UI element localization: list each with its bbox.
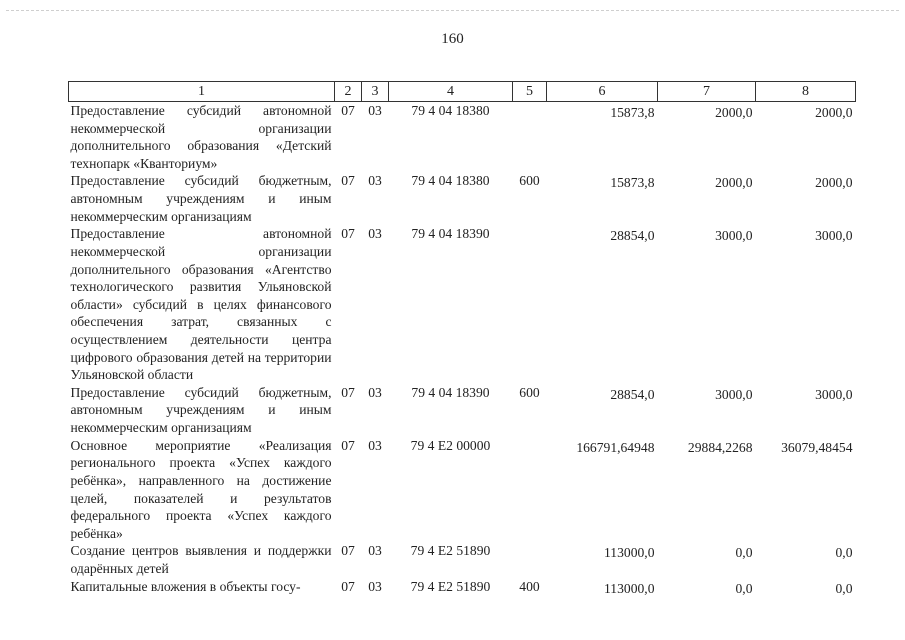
amount-year-1: 166791,64948: [576, 439, 655, 455]
header-col-5: 5: [513, 82, 547, 102]
item-name: Капитальные вложения в объекты госу-: [70, 579, 301, 595]
amount-year-2: 3000,0: [715, 386, 753, 402]
section-code: 07: [341, 173, 355, 189]
item-name: Создание центров выявления и поддержки одарённых детей: [70, 543, 332, 576]
target-code: 79 4 04 18390: [411, 226, 490, 242]
expense-type-code: [513, 102, 547, 173]
section-code: 07: [341, 437, 355, 453]
amount-year-3: 3000,0: [815, 386, 853, 402]
item-name: Предоставление субсидий бюджетным, автономным учреждениям и иным некоммерческим организациям: [70, 384, 332, 435]
subsection-code: 03: [368, 543, 382, 559]
amount-year-2: 2000,0: [715, 175, 753, 191]
amount-year-2: 0,0: [735, 581, 753, 597]
amount-year-2: 3000,0: [715, 228, 753, 244]
target-code: 79 4 E2 51890: [410, 543, 491, 559]
budget-table: [68, 81, 856, 598]
subsection-code: 03: [368, 579, 382, 595]
section-code: 07: [341, 384, 355, 400]
amount-year-1: 113000,0: [604, 581, 655, 597]
amount-year-3: 0,0: [835, 545, 853, 561]
amount-year-3: 36079,48454: [781, 439, 853, 455]
expense-type-code: 400: [519, 579, 540, 595]
amount-year-1: 28854,0: [610, 386, 655, 402]
table-row: [69, 225, 856, 383]
amount-year-2: 29884,2268: [687, 439, 753, 455]
amount-year-3: 0,0: [835, 581, 853, 597]
amount-year-1: 15873,8: [610, 175, 655, 191]
item-name: Предоставление субсидий автономной некоммерческой организации дополнительного образования «Детский технопарк «Кванториум»: [70, 103, 332, 171]
expense-type-code: 600: [519, 384, 540, 400]
header-col-6: 6: [547, 82, 658, 102]
subsection-code: 03: [368, 384, 382, 400]
header-col-1: 1: [69, 82, 335, 102]
header-row: [69, 82, 856, 102]
expense-type-code: 600: [519, 173, 540, 189]
amount-year-1: 28854,0: [610, 228, 655, 244]
header-col-8: 8: [756, 82, 856, 102]
amount-year-1: 113000,0: [604, 545, 655, 561]
section-code: 07: [341, 226, 355, 242]
header-col-3: 3: [362, 82, 389, 102]
item-name: Основное мероприятие «Реализация регионального проекта «Успех каждого ребёнка», направленного на достижение целей, показателей и результатов федерального проекта «Успех каждого ребёнка»: [70, 437, 332, 541]
target-code: 79 4 04 18380: [411, 103, 490, 118]
expense-type-code: [513, 542, 547, 578]
table-row: [69, 578, 856, 598]
item-name: Предоставление автономной некоммерческой организации дополнительного образования «Агентство технологического развития Ульяновской области» субсидий в целях финансового обеспечения затрат, связанных с осуществлением деятельности центра цифрового образования детей на территории Ульяновской области: [70, 226, 332, 383]
header-col-7: 7: [658, 82, 756, 102]
amount-year-3: 2000,0: [815, 105, 853, 120]
section-code: 07: [341, 579, 355, 595]
target-code: 79 4 E2 00000: [410, 437, 491, 453]
target-code: 79 4 04 18380: [411, 173, 490, 189]
expense-type-code: [513, 225, 547, 383]
table-row: [69, 542, 856, 578]
section-code: 07: [341, 103, 355, 118]
amount-year-2: 0,0: [735, 545, 753, 561]
amount-year-3: 2000,0: [815, 175, 853, 191]
amount-year-3: 3000,0: [815, 228, 853, 244]
subsection-code: 03: [368, 103, 382, 118]
expense-type-code: [513, 437, 547, 543]
header-col-4: 4: [389, 82, 513, 102]
amount-year-1: 15873,8: [610, 105, 655, 120]
table-row: [69, 172, 856, 225]
table-row: [69, 384, 856, 437]
amount-year-2: 2000,0: [715, 105, 753, 120]
header-col-2: 2: [335, 82, 362, 102]
item-name: Предоставление субсидий бюджетным, автономным учреждениям и иным некоммерческим организациям: [70, 173, 332, 224]
target-code: 79 4 04 18390: [411, 384, 490, 400]
section-code: 07: [341, 543, 355, 559]
scan-edge: [6, 10, 899, 12]
subsection-code: 03: [368, 173, 382, 189]
table-row: [69, 102, 856, 173]
subsection-code: 03: [368, 437, 382, 453]
page-number: 160: [441, 31, 464, 47]
table-row: [69, 437, 856, 543]
target-code: 79 4 E2 51890: [410, 579, 491, 595]
subsection-code: 03: [368, 226, 382, 242]
